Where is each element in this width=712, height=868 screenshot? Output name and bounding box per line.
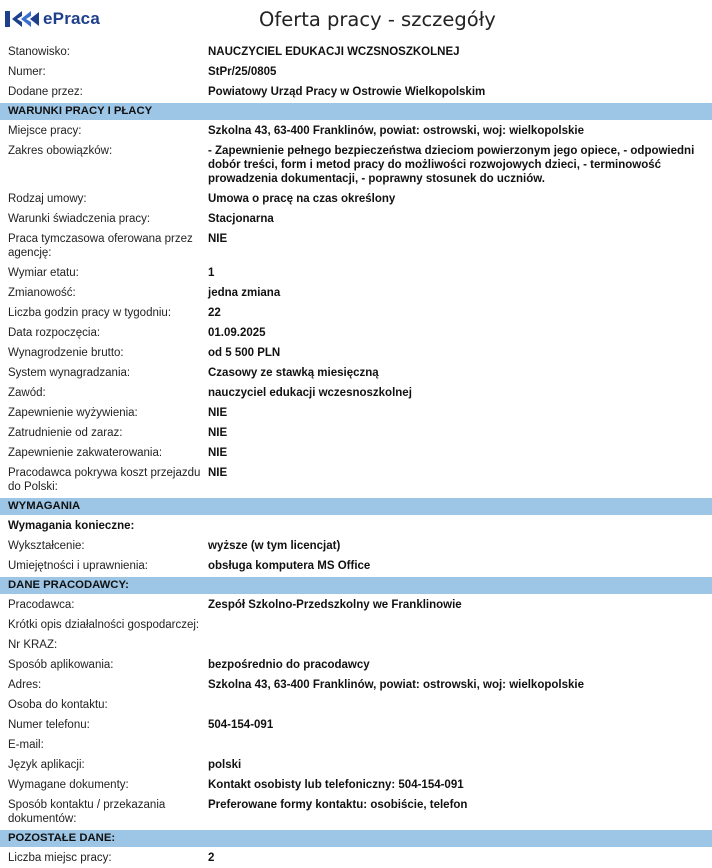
detail-label: Zakres obowiązków: [8, 145, 113, 157]
detail-value [208, 738, 712, 752]
detail-label: System wynagradzania: [8, 367, 131, 379]
detail-row [0, 323, 712, 343]
detail-row [0, 595, 712, 615]
detail-label: Pracodawca: [8, 599, 75, 611]
detail-value: StPr/25/0805 [208, 66, 277, 78]
detail-value: polski [208, 759, 242, 771]
detail-value: jedna zmiana [208, 287, 281, 299]
detail-row [0, 735, 712, 755]
detail-label: Data rozpoczęcia: [8, 327, 101, 339]
detail-label: Sposób aplikowania: [8, 659, 114, 671]
detail-label: Rodzaj umowy: [8, 193, 87, 205]
section-header-work-conditions: WARUNKI PRACY I PŁACY [0, 103, 712, 120]
detail-value: bezpośrednio do pracodawcy [208, 659, 370, 671]
detail-row [0, 695, 712, 715]
detail-label: Wymagane dokumenty: [8, 779, 129, 791]
detail-value: NAUCZYCIEL EDUKACJI WCZSNOSZKOLNEJ [208, 46, 460, 58]
detail-row [0, 303, 712, 323]
detail-value: Zespół Szkolno-Przedszkolny we Franklinowie [208, 599, 462, 611]
detail-value: - Zapewnienie pełnego bezpieczeństwa dzieciom powierzonym jego opiece, - odpowiedni dobór treści, form i metod pracy do możliwości rozwojowych dzieci, - terminowość prowadzenia dokumentacji, - poprawny stosunek do uczniów. [208, 145, 695, 185]
detail-value: 1 [208, 267, 215, 279]
detail-value: nauczyciel edukacji wczesnoszkolnej [208, 387, 412, 399]
detail-label: Umiejętności i uprawnienia: [8, 560, 148, 572]
detail-row [0, 755, 712, 775]
detail-row-added-by [0, 82, 712, 102]
detail-value: NIE [208, 233, 228, 245]
detail-value: NIE [208, 447, 228, 459]
detail-row [0, 343, 712, 363]
section-header-other: POZOSTAŁE DANE: [0, 830, 712, 847]
detail-label: Numer telefonu: [8, 719, 90, 731]
detail-row [0, 615, 712, 635]
detail-label: Wynagrodzenie brutto: [8, 347, 124, 359]
detail-label: Warunki świadczenia pracy: [8, 213, 151, 225]
section-header-requirements: WYMAGANIA [0, 498, 712, 515]
detail-row-number [0, 62, 712, 82]
detail-label: Osoba do kontaktu: [8, 699, 108, 711]
detail-label: Pracodawca pokrywa koszt przejazdu do Polski: [8, 467, 201, 493]
detail-row [0, 383, 712, 403]
detail-row [0, 209, 712, 229]
detail-row [0, 655, 712, 675]
detail-row [0, 775, 712, 795]
detail-label: Miejsce pracy: [8, 125, 82, 137]
detail-label: Dodane przez: [8, 86, 83, 98]
detail-label: Wymiar etatu: [8, 267, 79, 279]
detail-label: Adres: [8, 679, 42, 691]
detail-label: Stanowisko: [8, 46, 71, 58]
detail-row [0, 795, 712, 829]
detail-label: Sposób kontaktu / przekazania dokumentów: [8, 799, 166, 825]
detail-row [0, 189, 712, 209]
detail-value: wyższe (w tym licencjat) [208, 540, 341, 552]
epraca-logo[interactable] [4, 9, 100, 29]
detail-value: NIE [208, 407, 228, 419]
detail-label: Zawód: [8, 387, 46, 399]
detail-label: Liczba godzin pracy w tygodniu: [8, 307, 172, 319]
detail-label: Nr KRAZ: [8, 639, 58, 651]
detail-value: Czasowy ze stawką miesięczną [208, 367, 379, 379]
detail-row [0, 283, 712, 303]
detail-row [0, 675, 712, 695]
offer-details [0, 42, 712, 868]
detail-label: Wykształcenie: [8, 540, 85, 552]
detail-row [0, 848, 712, 868]
detail-value: 504-154-091 [208, 719, 274, 731]
detail-label: Zapewnienie zakwaterowania: [8, 447, 163, 459]
detail-row [0, 229, 712, 263]
detail-row [0, 463, 712, 497]
detail-row [0, 443, 712, 463]
epraca-logo-icon [4, 9, 40, 29]
detail-value: od 5 500 PLN [208, 347, 281, 359]
section-header-employer: DANE PRACODAWCY: [0, 577, 712, 594]
detail-label: E-mail: [8, 739, 44, 751]
detail-value: Stacjonarna [208, 213, 274, 225]
detail-row [0, 423, 712, 443]
detail-row-position [0, 42, 712, 62]
detail-row [0, 363, 712, 383]
detail-row [0, 715, 712, 735]
requirements-subheading: Wymagania konieczne: [8, 520, 135, 532]
detail-label: Liczba miejsc pracy: [8, 852, 112, 864]
detail-value: NIE [208, 467, 228, 479]
detail-label: Język aplikacji: [8, 759, 85, 771]
detail-value: Preferowane formy kontaktu: osobiście, telefon [208, 799, 468, 811]
detail-row [0, 536, 712, 556]
detail-value: 01.09.2025 [208, 327, 266, 339]
detail-value: obsługa komputera MS Office [208, 560, 371, 572]
detail-value: Umowa o pracę na czas określony [208, 193, 396, 205]
detail-value: Szkolna 43, 63-400 Franklinów, powiat: ostrowski, woj: wielkopolskie [208, 679, 584, 691]
detail-row [0, 141, 712, 189]
detail-row [0, 403, 712, 423]
detail-label: Krótki opis działalności gospodarczej: [8, 619, 200, 631]
detail-value [208, 698, 712, 712]
detail-row [0, 635, 712, 655]
detail-value [208, 618, 712, 632]
detail-value: Powiatowy Urząd Pracy w Ostrowie Wielkopolskim [208, 86, 486, 98]
page-title: Oferta pracy - szczegóły [259, 8, 496, 31]
detail-value: 2 [208, 852, 215, 864]
detail-value: Kontakt osobisty lub telefoniczny: 504-154-091 [208, 779, 464, 791]
detail-label: Zapewnienie wyżywienia: [8, 407, 138, 419]
detail-row [0, 121, 712, 141]
detail-value: Szkolna 43, 63-400 Franklinów, powiat: ostrowski, woj: wielkopolskie [208, 125, 584, 137]
detail-value: NIE [208, 427, 228, 439]
detail-label: Zmianowość: [8, 287, 76, 299]
page-header [0, 0, 712, 40]
detail-value [208, 638, 712, 652]
logo-text: ePraca [43, 9, 100, 28]
detail-row [0, 263, 712, 283]
detail-value: 22 [208, 307, 221, 319]
detail-label: Praca tymczasowa oferowana przez agencję: [8, 233, 193, 259]
detail-label: Zatrudnienie od zaraz: [8, 427, 123, 439]
detail-row [0, 556, 712, 576]
detail-label: Numer: [8, 66, 46, 78]
